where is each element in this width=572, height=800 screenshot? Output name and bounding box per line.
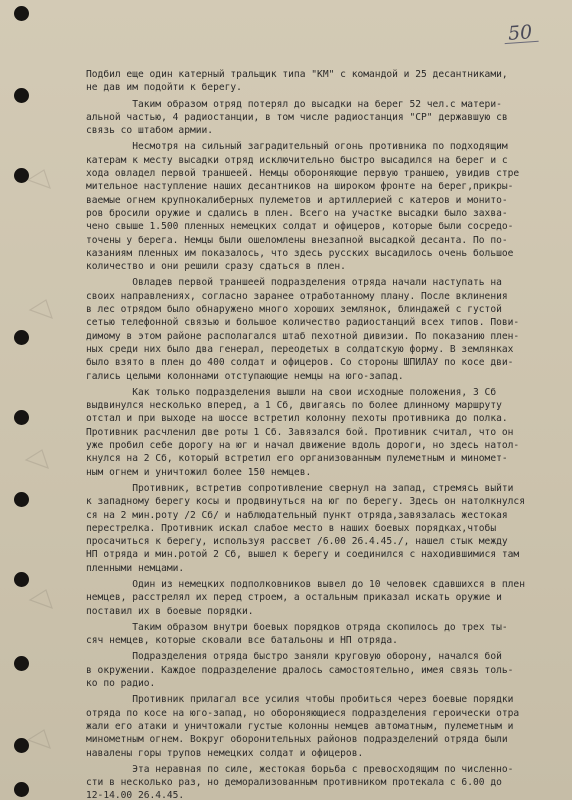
text-line: ко по радио. (86, 678, 156, 690)
text-line: минометным огнем. Вокруг оборонительных районов подразделений отряда были (86, 734, 508, 746)
text-line: ваемые огнем крупнокалиберных пулеметов и артиллерией с катеров и монито- (86, 194, 508, 206)
text-line: Противник расчленил две роты 1 Сб. Завязался бой. Противник считал, что он (86, 426, 514, 438)
text-line: точены у берега. Немцы были ошеломлены внезапной высадкой десанта. По по- (86, 234, 508, 246)
text-line: НП отряда и мин.ротой 2 Сб, вышел к берегу и соединился с находившимися там (86, 549, 520, 561)
paragraph (86, 763, 556, 800)
text-line: Овладев первой траншеей подразделения отряда начали наступать на (86, 277, 502, 289)
text-line: Подразделения отряда быстро заняли круговую оборону, начался бой (86, 651, 502, 663)
text-line: сяч немцев, которые сковали все батальоны и НП отряда. (86, 635, 398, 647)
text-line: количество и они решили сразу сдаться в плен. (86, 261, 346, 273)
paragraph (86, 578, 556, 618)
text-line: в лес отрядом было обнаружено много хороших землянок, блиндажей с густой (86, 304, 502, 316)
text-line: кнулся на 2 Сб, который встретил его организованным пулеметным и миномет- (86, 453, 508, 465)
text-line: навалены горы трупов немецких солдат и офицеров. (86, 747, 364, 759)
text-line: 12-14.00 26.4.45. (86, 790, 185, 800)
text-line: катерам к месту высадки отряд исключительно быстро высадился на берег и с (86, 154, 508, 166)
paragraph (86, 140, 556, 273)
text-line: выдвинулся несколько вперед, а 1 Сб, двигаясь по более длинному маршруту (86, 400, 502, 412)
text-line: немцев, расстрелял их перед строем, а остальным приказал искать оружие и (86, 592, 502, 604)
text-line: альной частью, 4 радиостанции, в том числе радиостанция "СР" державшую св (86, 111, 508, 123)
text-line: сетью телефонной связью и большое количество радиостанций всех типов. Пови- (86, 317, 520, 329)
text-line: ся на 2 мин.роту /2 Сб/ и наблюдательный пункт отряда,завязалась жестокая (86, 509, 508, 521)
text-line: Как только подразделения вышли на свои исходные положения, 3 Сб (86, 386, 497, 398)
text-line: в окружении. Каждое подразделение дралось самостоятельно, имея связь толь- (86, 664, 514, 676)
text-line: чено свыше 1.500 пленных немецких солдат и офицеров, которые были сосредо- (86, 221, 514, 233)
binder-hole (14, 6, 29, 21)
text-line: Несмотря на сильный заградительный огонь противника по подходящим (86, 141, 508, 153)
page-number: 50 (507, 21, 533, 45)
paragraph (86, 276, 556, 382)
text-line: поставил их в боевые порядки. (86, 605, 254, 617)
text-line: Один из немецких подполковников вывел до 10 человек сдавшихся в плен (86, 578, 525, 590)
text-line: отстал и при выходе на шоссе встретил колонну пехоты противника до полка. (86, 413, 508, 425)
paragraph (86, 98, 556, 138)
text-line: Противник прилагал все усилия чтобы пробиться через боевые порядки (86, 694, 514, 706)
text-line: отряда по косе на юго-запад, но обороняющиеся подразделения героически отра (86, 707, 520, 719)
text-line: перестрелка. Противник искал слабое место в наших боевых порядках,чтобы (86, 522, 497, 534)
paragraph (86, 693, 556, 759)
text-line: Подбил еще один катерный тральщик типа "КМ" с командой и 25 десантниками, (86, 69, 508, 80)
paragraph (86, 482, 556, 575)
watermark-stamps (20, 160, 80, 800)
text-line: своих направлениях, согласно заранее отработанному плану. После вклинения (86, 290, 508, 302)
text-line: казаниям пленных им показалось, что здесь русских высадилось очень большое (86, 247, 514, 259)
text-line: было взято в плен до 400 солдат и офицеров. Со стороны ШПИЛАУ по косе дви- (86, 357, 514, 369)
text-line: Противник, встретив сопротивление свернул на запад, стремясь выйти (86, 482, 514, 494)
paragraph (86, 650, 556, 690)
paragraph (86, 621, 556, 648)
binder-hole (14, 88, 29, 103)
text-line: Таким образом внутри боевых порядков отряда скопилось до трех ты- (86, 621, 508, 633)
text-line: уже пробил себе дорогу на юг и начал движение вдоль дороги, но здесь натол- (86, 440, 520, 452)
text-line: жали его атаки и уничтожали густые колонны немцев автоматным, пулеметным и (86, 720, 514, 732)
text-line: ров бросили оружие и сдались в плен. Всего на участке высадки было захва- (86, 207, 508, 219)
text-line: к западному берегу косы и продвинуться на юг по берегу. Здесь он натолкнулся (86, 496, 525, 508)
paragraph (86, 386, 556, 479)
text-line: просачиться к берегу, используя рассвет /6.00 26.4.45./, нашел стык между (86, 536, 508, 548)
text-line: связь со штабом армии. (86, 125, 214, 137)
text-line: димому в этом районе располагался штаб пехотной дивизии. По показанию плен- (86, 330, 520, 342)
text-line: хода овладел первой траншеей. Немцы обороняющие первую траншею, увидив стре (86, 168, 520, 180)
text-line: ным огнем и уничтожил более 150 немцев. (86, 466, 312, 478)
document-body (86, 68, 556, 800)
text-line: ных среди них было два генерал, переодетых в солдатскую форму. В землянках (86, 343, 514, 355)
text-line: гались целыми колоннами отступающие немцы на юго-запад. (86, 370, 404, 382)
paragraph (86, 68, 556, 95)
text-line: не дав им подойти к берегу. (86, 82, 242, 94)
text-line: сти в несколько раз, но деморализованным противником протекала с 6.00 до (86, 777, 502, 789)
text-line: пленными немцами. (86, 562, 185, 574)
text-line: мительное наступление наших десантников на широком фронте на берег,прикры- (86, 181, 514, 193)
text-line: Эта неравная по силе, жестокая борьба с превосходящим по численно- (86, 763, 514, 775)
text-line: Таким образом отряд потерял до высадки на берег 52 чел.с матери- (86, 98, 502, 110)
